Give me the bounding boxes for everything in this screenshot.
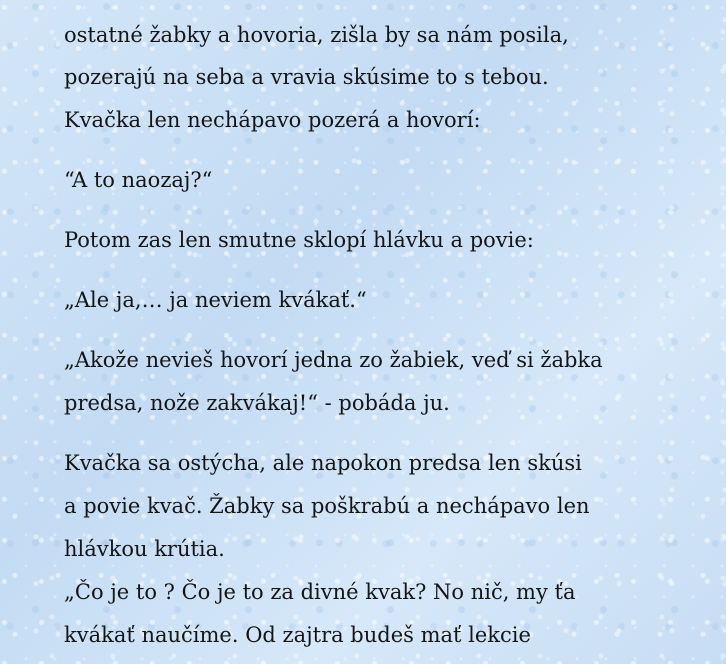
text-line-2: pozerajú na seba a vravia skúsime to s tebou. — [64, 65, 549, 89]
text-line-8: predsa, nože zakvákaj!“ - pobáda ju. — [64, 391, 450, 415]
text-line-3: Kvačka len nechápavo pozerá a hovorí: — [64, 108, 481, 132]
text-line-11: hlávkou krútia. — [64, 537, 225, 561]
text-line-4: “A to naozaj?“ — [64, 168, 213, 192]
text-line-10: a povie kvač. Žabky sa poškrabú a nechápavo len — [64, 494, 590, 518]
text-line-9: Kvačka sa ostýcha, ale napokon predsa len skúsi — [64, 451, 582, 475]
text-line-1: ostatné žabky a hovoria, zišla by sa nám posila, — [64, 23, 569, 47]
text-line-13: kvákať naučíme. Od zajtra budeš mať lekcie — [64, 623, 531, 647]
text-line-5: Potom zas len smutne sklopí hlávku a povie: — [64, 228, 534, 252]
text-line-6: „Ale ja,… ja neviem kvákať.“ — [64, 288, 367, 312]
text-line-7: „Akože nevieš hovorí jedna zo žabiek, veď si žabka — [64, 348, 603, 372]
text-line-12: „Čo je to ? Čo je to za divné kvak? No nič, my ťa — [64, 580, 576, 604]
text-line-cut-top — [64, 0, 71, 12]
